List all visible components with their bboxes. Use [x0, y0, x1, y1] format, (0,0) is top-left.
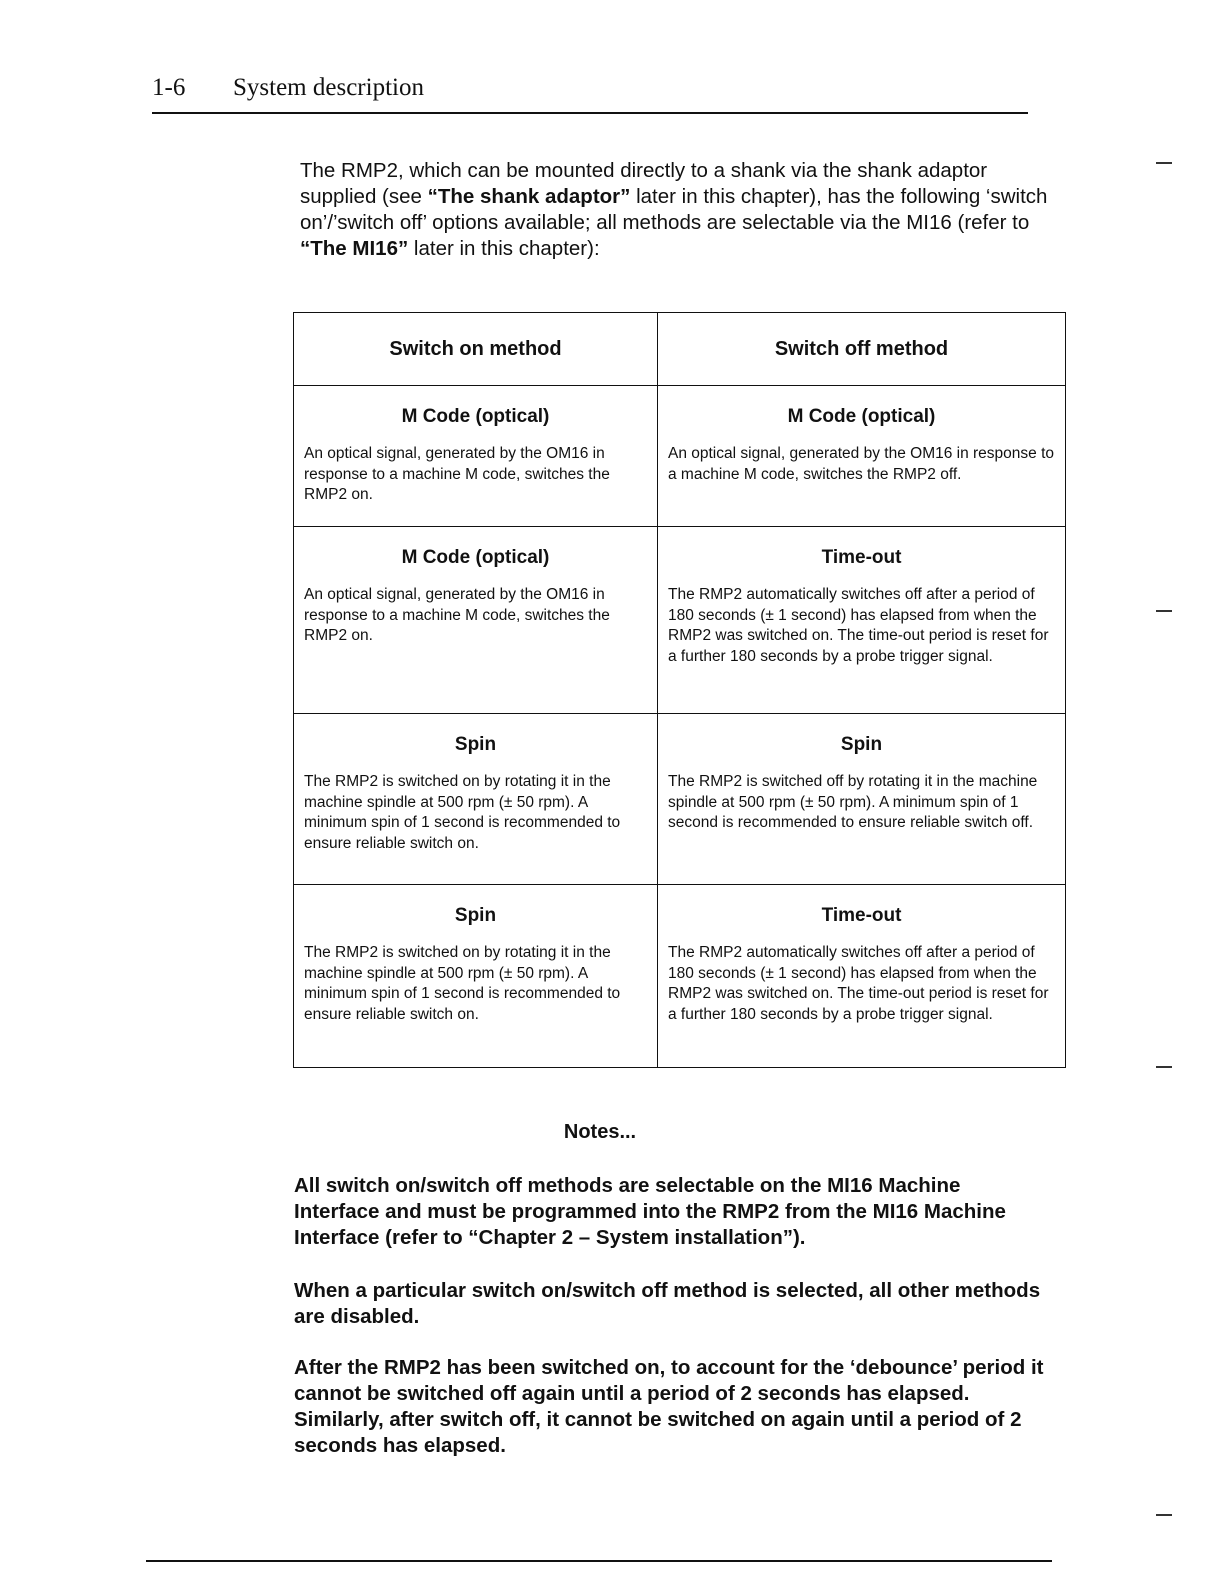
table-row: [294, 714, 1066, 885]
switch-on-description: An optical signal, generated by the OM16 in response to a machine M code, switches the RMP2 on.: [304, 586, 610, 644]
switch-on-cell: [294, 885, 658, 1068]
switch-on-title: M Code (optical): [401, 406, 550, 427]
footer-rule: [146, 1560, 1052, 1562]
switch-off-title: Spin: [840, 734, 883, 755]
intro-text-2: later in this chapter), has the following ‘switch on’/’switch off’ options available; all methods are selectable via the MI16 (refer to: [300, 185, 1048, 234]
switch-on-description: The RMP2 is switched on by rotating it in the machine spindle at 500 rpm (± 50 rpm). A minimum spin of 1 second is recommended to ensure reliable switch on.: [304, 773, 621, 852]
mi16-reference: “The MI16”: [300, 237, 409, 260]
table-row: [294, 527, 1066, 714]
switch-off-description: The RMP2 automatically switches off after a period of 180 seconds (± 1 second) has elapsed from when the RMP2 was switched on. The time-out period is reset for a further 180 seconds by a probe trigger signal.: [668, 944, 1049, 1023]
switch-on-description: An optical signal, generated by the OM16 in response to a machine M code, switches the RMP2 on.: [304, 445, 610, 503]
switch-methods-table: [293, 312, 1066, 1068]
switch-on-description: The RMP2 is switched on by rotating it in the machine spindle at 500 rpm (± 50 rpm). A minimum spin of 1 second is recommended to ensure reliable switch on.: [304, 944, 621, 1023]
margin-mark: [1156, 1514, 1172, 1516]
switch-off-cell: [658, 714, 1066, 885]
margin-mark: [1156, 1066, 1172, 1068]
section-title: System description: [233, 74, 424, 101]
switch-off-cell: [658, 527, 1066, 714]
switch-off-description: The RMP2 automatically switches off after a period of 180 seconds (± 1 second) has elapsed from when the RMP2 was switched on. The time-out period is reset for a further 180 seconds by a probe trigger signal.: [668, 586, 1049, 665]
switch-off-description: An optical signal, generated by the OM16 in response to a machine M code, switches the RMP2 off.: [668, 445, 1055, 483]
switch-off-title: M Code (optical): [787, 406, 936, 427]
switch-on-title: Spin: [454, 734, 497, 755]
switch-on-title: M Code (optical): [401, 547, 550, 568]
intro-text-3: later in this chapter):: [408, 237, 600, 260]
switch-on-cell: [294, 527, 658, 714]
margin-mark: [1156, 610, 1172, 612]
table-header-row: [294, 313, 1066, 386]
switch-off-description: The RMP2 is switched off by rotating it in the machine spindle at 500 rpm (± 50 rpm). A minimum spin of 1 second is recommended to ensure reliable switch off.: [668, 773, 1038, 831]
switch-off-title: Time-out: [821, 905, 902, 926]
table-row: [294, 885, 1066, 1068]
switch-on-cell: [294, 714, 658, 885]
switch-off-cell: [658, 885, 1066, 1068]
header-switch-on: Switch on method: [294, 313, 658, 386]
table-row: [294, 386, 1066, 527]
page-number: 1-6: [152, 74, 186, 101]
header-switch-off: Switch off method: [658, 313, 1066, 386]
page-header: [152, 72, 1028, 114]
switch-on-title: Spin: [454, 905, 497, 926]
notes-heading: Notes...: [563, 1121, 637, 1143]
switch-off-cell: [658, 386, 1066, 527]
note-programming: All switch on/switch off methods are selectable on the MI16 Machine Interface and must be programmed into the RMP2 from the MI16 Machine Interface (refer to “Chapter 2 – System installation”).: [294, 1174, 1006, 1249]
intro-text-1: The RMP2, which can be mounted directly to a shank via the shank adaptor supplied (see: [300, 159, 988, 208]
note-disabled-methods: When a particular switch on/switch off method is selected, all other methods are disabled.: [294, 1279, 1041, 1328]
note-debounce: After the RMP2 has been switched on, to account for the ‘debounce’ period it cannot be switched off again until a period of 2 seconds has elapsed. Similarly, after switch off, it cannot be switched on again until a period of 2 seconds has elapsed.: [294, 1356, 1044, 1457]
switch-on-cell: [294, 386, 658, 527]
shank-adaptor-reference: “The shank adaptor”: [427, 185, 631, 208]
margin-mark: [1156, 162, 1172, 164]
intro-paragraph: [300, 158, 1050, 262]
switch-off-title: Time-out: [821, 547, 902, 568]
